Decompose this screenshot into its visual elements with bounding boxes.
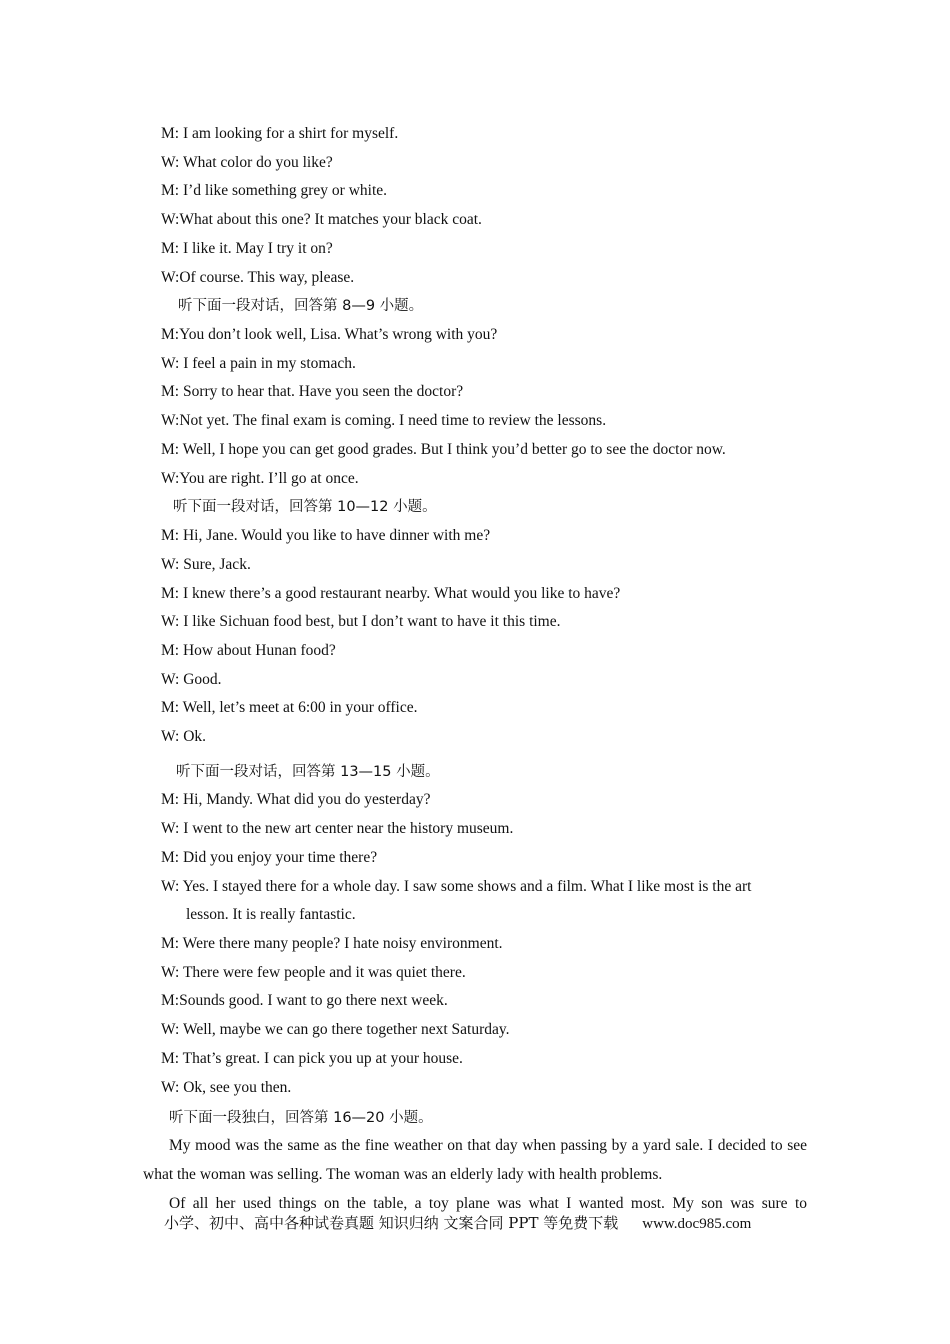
dialogue-line: M: Hi, Jane. Would you like to have dinner with me? [161,527,491,544]
dialogue-line: W: Well, maybe we can go there together next Saturday. [161,1021,510,1038]
dialogue-line: M: That’s great. I can pick you up at your house. [161,1050,463,1067]
dialogue-line: M: How about Hunan food? [161,642,336,659]
footer-url: www.doc985.com [642,1216,752,1232]
dialogue-line: M: I’d like something grey or white. [161,182,387,199]
dialogue-line: W:Of course. This way, please. [161,269,355,286]
dialogue-line: M: Sorry to hear that. Have you seen the doctor? [161,383,464,400]
dialogue-line: M:Sounds good. I want to go there next week. [161,992,448,1009]
monologue-paragraph: Of all her used things on the table, a toy plane was what I wanted most. My son was sure to [169,1195,807,1212]
dialogue-line: W: Yes. I stayed there for a whole day. I saw some shows and a film. What I like most is the art [161,878,752,895]
dialogue-line-continuation: lesson. It is really fantastic. [186,906,356,923]
dialogue-line: W: Good. [161,671,222,688]
dialogue-line: W: Ok, see you then. [161,1079,292,1096]
dialogue-line: W: Ok. [161,728,207,745]
page-footer [164,1213,751,1234]
dialogue-line: W: There were few people and it was quiet there. [161,964,466,981]
dialogue-line: W:What about this one? It matches your black coat. [161,211,482,228]
section-heading: 听下面一段对话，回答第 13—15 小题。 [176,764,440,780]
section-heading: 听下面一段独白，回答第 16—20 小题。 [169,1110,433,1126]
dialogue-line: W:Not yet. The final exam is coming. I need time to review the lessons. [161,412,607,429]
footer-text: 小学、初中、高中各种试卷真题 知识归纳 文案合同 PPT 等免费下载 [164,1214,619,1232]
dialogue-line: M: I am looking for a shirt for myself. [161,125,399,142]
dialogue-line: M: I knew there’s a good restaurant nearby. What would you like to have? [161,585,621,602]
dialogue-line: W: I feel a pain in my stomach. [161,355,356,372]
dialogue-line: W: I like Sichuan food best, but I don’t want to have it this time. [161,613,561,630]
section-heading: 听下面一段对话，回答第 8—9 小题。 [178,298,424,314]
dialogue-line: M: Well, let’s meet at 6:00 in your office. [161,699,418,716]
dialogue-line: M: Well, I hope you can get good grades. But I think you’d better go to see the doctor now. [161,441,726,458]
dialogue-line: W: I went to the new art center near the history museum. [161,820,514,837]
dialogue-line: M: Did you enjoy your time there? [161,849,378,866]
dialogue-line: M: Were there many people? I hate noisy environment. [161,935,503,952]
dialogue-line: W: What color do you like? [161,154,333,171]
dialogue-line: W:You are right. I’ll go at once. [161,470,359,487]
dialogue-line: M:You don’t look well, Lisa. What’s wrong with you? [161,326,498,343]
dialogue-line: W: Sure, Jack. [161,556,251,573]
dialogue-line: M: Hi, Mandy. What did you do yesterday? [161,791,431,808]
monologue-paragraph: My mood was the same as the fine weather on that day when passing by a yard sale. I decided to see what the woman was selling. The woman was an elderly lady with health problems. [143,1137,807,1183]
dialogue-line: M: I like it. May I try it on? [161,240,333,257]
section-heading: 听下面一段对话，回答第 10—12 小题。 [173,499,437,515]
